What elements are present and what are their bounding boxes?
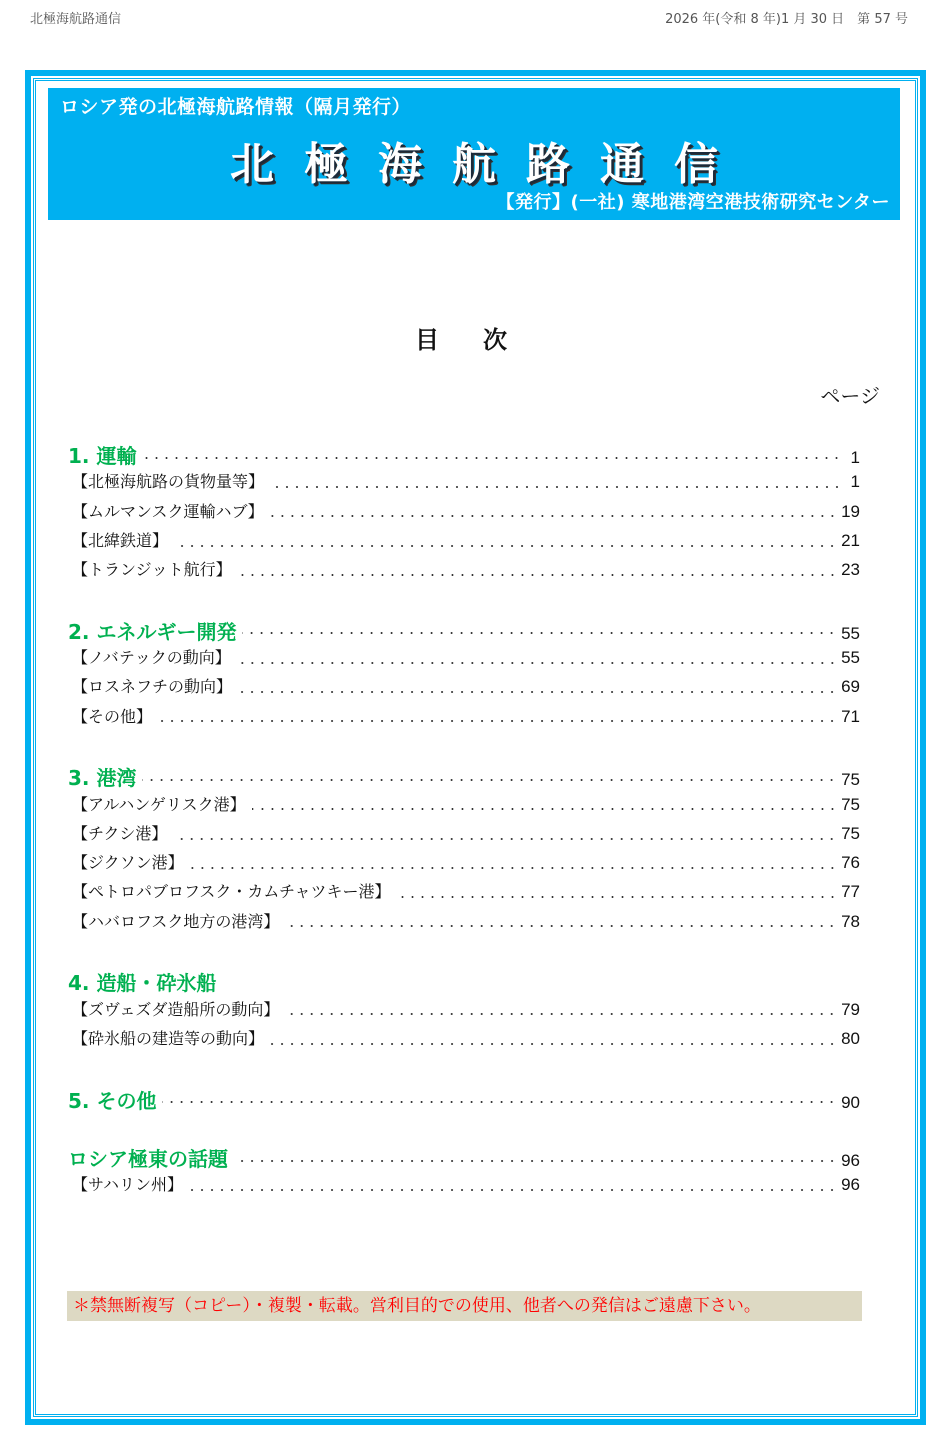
toc-page-number: 55 [841,623,860,643]
toc-section-title: ロシア極東の話題 [68,1147,228,1172]
toc-section-title: 3. 港湾 [68,766,137,791]
toc-item[interactable] [68,879,860,908]
toc-item-title: 【ペトロパブロフスク・カムチャツキー港】 [72,882,391,902]
masthead-subtitle: ロシア発の北極海航路情報（隔月発行） [60,96,412,118]
toc-item[interactable] [68,674,860,703]
masthead-publisher: 【発行】(一社) 寒地港湾空港技術研究センター [496,192,890,213]
toc-item-title: 【ハバロフスク地方の港湾】 [72,911,280,931]
running-header [30,8,908,27]
table-of-contents [68,440,860,1202]
toc-item-title: 【チクシ港】 [72,823,168,843]
toc-section-title: 2. エネルギー開発 [68,619,237,644]
toc-section-ports[interactable] [68,762,860,791]
toc-item-title: 【北極海航路の貨物量等】 [72,472,265,492]
spacer [68,586,860,615]
masthead-title: 北極海航路通信 [230,139,748,190]
toc-page-number: 79 [841,999,860,1019]
spacer [68,733,860,762]
toc-page-number: 1 [850,448,860,467]
spacer [68,938,860,967]
dot-leader [252,808,837,810]
spacer [68,1055,860,1084]
toc-item-title: 【ノバテックの動向】 [72,648,231,668]
toc-section-other[interactable] [68,1085,860,1114]
spacer [68,1114,860,1143]
dot-leader [397,896,838,898]
toc-page-number: 75 [841,794,860,814]
toc-item[interactable] [68,850,860,879]
toc-item-title: 【サハリン州】 [72,1175,184,1195]
dot-leader [270,486,842,488]
toc-page-number: 96 [841,1151,860,1171]
toc-item-title: 【ロスネフチの動向】 [72,677,233,697]
toc-item[interactable] [68,909,860,938]
dot-leader [237,662,837,664]
toc-page-column-label: ページ [820,384,880,408]
toc-item[interactable] [68,528,860,557]
copyright-disclaimer: ＊禁無断複写（コピー）・複製・転載。営利目的での使用、他者への発信はご遠慮下さい。 [67,1291,862,1321]
dot-leader [174,545,837,547]
dot-leader [142,457,842,459]
dot-leader [242,632,837,634]
toc-section-title: 1. 運輸 [68,444,137,468]
toc-page-number: 75 [841,823,860,843]
dot-leader [234,1160,837,1162]
toc-section-title: 5. その他 [68,1088,157,1113]
toc-item[interactable] [68,1172,860,1201]
toc-heading: 目次 [415,326,551,354]
toc-page-number: 23 [841,560,860,580]
toc-item[interactable] [68,645,860,674]
dot-leader [270,1043,837,1045]
toc-page-number: 19 [841,501,860,521]
toc-page-number: 78 [841,911,860,931]
dot-leader [285,925,837,927]
toc-section-energy[interactable] [68,616,860,645]
toc-section-transport[interactable] [68,440,860,469]
dot-leader [238,574,837,576]
dot-leader [158,720,837,722]
toc-item-title: 【ジクソン港】 [72,853,184,873]
dot-leader [189,1189,837,1191]
running-header-title: 北極海航路通信 [30,12,122,27]
issue-date-number: 2026 年(令和 8 年)1 月 30 日 第 57 号 [665,12,908,27]
toc-item[interactable] [68,499,860,528]
dot-leader [162,1101,837,1103]
toc-item-title: 【その他】 [72,706,153,726]
dot-leader [238,691,837,693]
toc-item[interactable] [68,792,860,821]
toc-page-number: 90 [841,1092,860,1112]
toc-item[interactable] [68,704,860,733]
dot-leader [285,1013,837,1015]
toc-page-number: 80 [841,1028,860,1048]
toc-item-title: 【ムルマンスク運輸ハブ】 [72,501,264,521]
toc-item-title: 【アルハンゲリスク港】 [72,794,246,814]
dot-leader [142,779,837,781]
toc-item[interactable] [68,1026,860,1055]
dot-leader [270,515,837,517]
toc-section-shipbuilding[interactable] [68,967,860,996]
toc-item-title: 【ズヴェズダ造船所の動向】 [72,999,280,1019]
toc-page-number: 76 [841,853,860,873]
dot-leader [173,838,837,840]
toc-page-number: 96 [841,1175,860,1195]
toc-item-title: 【砕氷船の建造等の動向】 [72,1028,265,1048]
toc-item[interactable] [68,469,860,498]
masthead-banner [48,88,900,220]
toc-section-russian-far-east[interactable] [68,1143,860,1172]
toc-item-title: 【北緯鉄道】 [72,530,169,550]
toc-page-number: 1 [850,472,860,492]
toc-section-title: 4. 造船・砕氷船 [68,971,217,996]
toc-page-number: 69 [841,677,860,697]
toc-page-number: 77 [841,882,860,902]
toc-item[interactable] [68,821,860,850]
toc-page-number: 21 [841,530,860,550]
toc-item-title: 【トランジット航行】 [72,560,232,580]
toc-item[interactable] [68,557,860,586]
dot-leader [190,867,837,869]
toc-item[interactable] [68,997,860,1026]
toc-page-number: 55 [841,648,860,668]
toc-page-number: 75 [841,770,860,790]
toc-page-number: 71 [841,706,860,726]
